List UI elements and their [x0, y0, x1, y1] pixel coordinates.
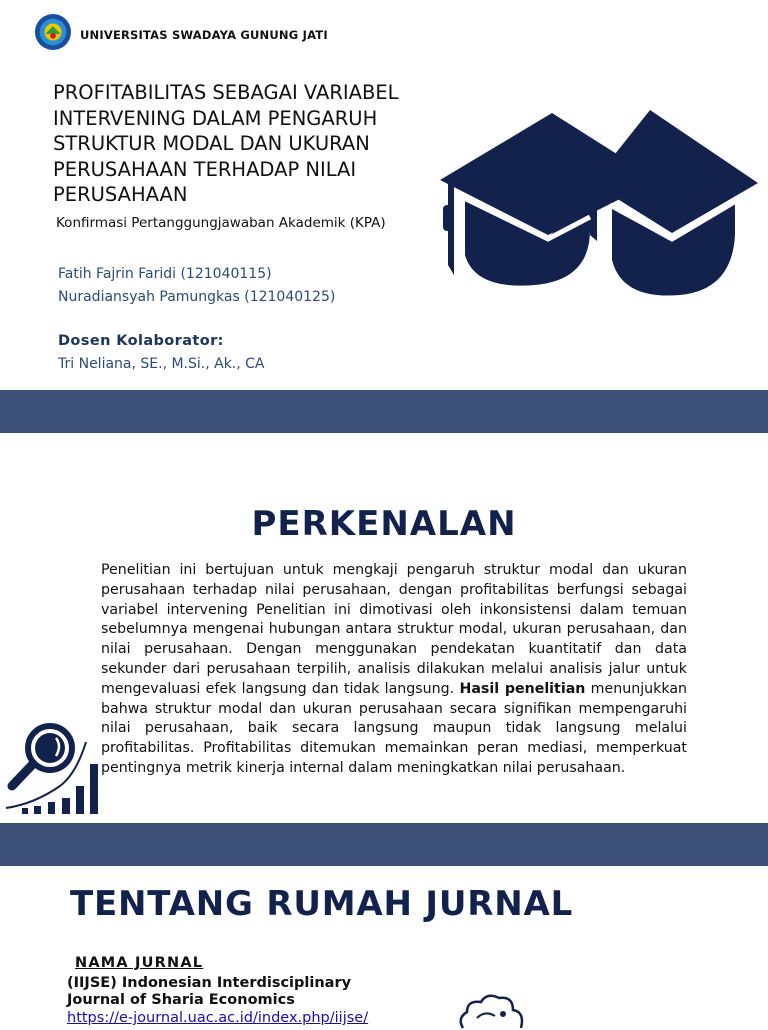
magnifier-chart-icon — [4, 718, 100, 818]
university-logo-icon — [34, 13, 72, 51]
title-line: INTERVENING DALAM PENGARUH — [53, 106, 378, 130]
intro-bold-phrase: Hasil penelitian — [459, 680, 586, 697]
intro-text-part-1: Penelitian ini bertujuan untuk mengkaji pengaruh struktur modal dan ukuran perusahaan terhadap nilai perusahaan, dengan profitabilitas berfungsi sebagai variabel intervening Penelitian ini dimotivasi oleh inkonsistensi dalam temuan sebelumnya mengenai hubungan antara struktur modal, ukuran perusahaan, dan nilai perusahaan. Dengan menggunakan pendekatan kuantitatif dan data sekunder dari perusahaan terpilih, analisis dilakukan melalui analisis jalur untuk mengevaluasi efek langsung dan tidak langsung. — [101, 562, 687, 697]
intro-paragraph — [101, 561, 687, 779]
intro-text-part-2: menunjukkan bahwa struktur modal dan ukuran perusahaan secara signifikan mempengaruhi nilai perusahaan, baik secara langsung maupun tidak langsung melalui profitabilitas. Profitabilitas ditemukan memainkan peran mediasi, memperkuat pentingnya metrik kinerja internal dalam meningkatkan nilai perusahaan. — [101, 680, 688, 776]
document-subtitle: Konfirmasi Pertanggungjawaban Akademik (KPA) — [56, 215, 386, 231]
university-name: UNIVERSITAS SWADAYA GUNUNG JATI — [80, 28, 328, 42]
journal-label: NAMA JURNAL — [75, 955, 204, 971]
author-2: Nuradiansyah Pamungkas (121040125) — [58, 289, 336, 305]
supervisor-label: Dosen Kolaborator: — [58, 333, 224, 349]
journal-name — [67, 975, 387, 1009]
divider-band — [0, 390, 768, 433]
title-line: PERUSAHAAN TERHADAP NILAI — [53, 157, 357, 181]
graduation-cap-icon — [440, 105, 760, 305]
author-1: Fatih Fajrin Faridi (121040115) — [58, 266, 272, 282]
title-line: STRUKTUR MODAL DAN UKURAN — [53, 132, 370, 155]
cloud-icon — [455, 990, 527, 1030]
supervisor-name: Tri Neliana, SE., M.Si., Ak., CA — [58, 356, 265, 372]
journal-name-rest: ) Indonesian Interdisciplinary Journal of Sharia Economics — [67, 975, 352, 1008]
journal-name-prefix: ( — [67, 975, 74, 991]
journal-abbr: IIJSE — [73, 975, 111, 991]
section-heading-intro: PERKENALAN — [251, 504, 517, 544]
title-line: PROFITABILITAS SEBAGAI VARIABEL — [53, 81, 399, 104]
title-line: PERUSAHAAN — [53, 183, 188, 206]
document-title — [53, 80, 453, 208]
divider-band — [0, 823, 768, 866]
section-heading-about: TENTANG RUMAH JURNAL — [70, 884, 574, 924]
journal-link[interactable]: https://e-journal.uac.ac.id/index.php/iijse/ — [67, 1010, 369, 1026]
